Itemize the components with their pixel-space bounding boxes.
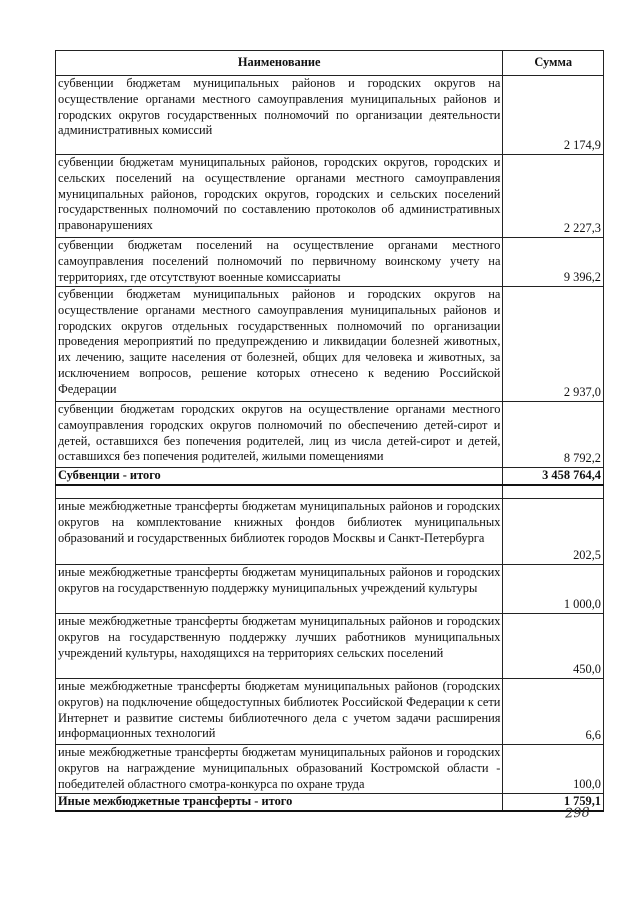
table-header-row bbox=[56, 51, 604, 76]
header-name: Наименование bbox=[56, 51, 503, 76]
table-row bbox=[56, 76, 604, 155]
header-sum: Сумма bbox=[503, 51, 604, 76]
table-row bbox=[56, 745, 604, 794]
row-name: иные межбюджетные трансферты бюджетам муниципальных районов (городских округов) на подключение общедоступных библиотек Российской Федерации к сети Интернет и развитие системы библиотечного дела с учетом задачи расширения информационных технологий bbox=[56, 679, 503, 745]
row-sum: 6,6 bbox=[503, 679, 604, 745]
table-row bbox=[56, 402, 604, 468]
table-row bbox=[56, 614, 604, 679]
row-name: субвенции бюджетам муниципальных районов и городских округов на осуществление органами местного самоуправления муниципальных районов и городских округов государственных полномочий по организации деятельности административных комиссий bbox=[56, 76, 503, 155]
row-sum: 450,0 bbox=[503, 614, 604, 679]
subventions-total-row bbox=[56, 468, 604, 486]
row-name: субвенции бюджетам муниципальных районов, городских округов, городских и сельских поселений на осуществление органами местного самоуправления муниципальных районов, городских округов, городских и сельских поселений государственных полномочий по составлению протоколов об административных правонарушениях bbox=[56, 155, 503, 238]
subventions-total-label: Субвенции - итого bbox=[56, 468, 503, 486]
row-name: иные межбюджетные трансферты бюджетам муниципальных районов и городских округов на государственную поддержку лучших работников муниципальных учреждений культуры, находящихся на территориях сельских поселений bbox=[56, 614, 503, 679]
row-name: иные межбюджетные трансферты бюджетам муниципальных районов и городских округов на награждение муниципальных образований Костромской области - победителей областного смотра-конкурса по охране труда bbox=[56, 745, 503, 794]
row-sum: 2 937,0 bbox=[503, 287, 604, 402]
row-sum: 8 792,2 bbox=[503, 402, 604, 468]
row-name: субвенции бюджетам муниципальных районов и городских округов на осуществление органами местного самоуправления муниципальных районов и городских округов отдельных государственных полномочий по организации проведения мероприятий по предупреждению и ликвидации болезней животных, их лечению, защите населения от болезней, общих для человека и животных, за исключением вопросов, решение которых отнесено к ведению Российской Федерации bbox=[56, 287, 503, 402]
spacer-cell bbox=[56, 485, 503, 499]
transfers-total-sum: 1 759,1 bbox=[503, 794, 604, 812]
table-row bbox=[56, 155, 604, 238]
row-name: иные межбюджетные трансферты бюджетам муниципальных районов и городских округов на комплектование книжных фондов библиотек муниципальных образований и государственных библиотек городов Москвы и Санкт-Петербурга bbox=[56, 499, 503, 565]
row-sum: 100,0 bbox=[503, 745, 604, 794]
table-row bbox=[56, 565, 604, 614]
table-row bbox=[56, 679, 604, 745]
row-name: субвенции бюджетам городских округов на осуществление органами местного самоуправления городских округов полномочий по обеспечению детей-сирот и детей, оставшихся без попечения родителей, лиц из числа детей-сирот и детей, оставшихся без попечения родителей, жилыми помещениями bbox=[56, 402, 503, 468]
row-sum: 2 174,9 bbox=[503, 76, 604, 155]
transfers-total-label: Иные межбюджетные трансферты - итого bbox=[56, 794, 503, 812]
table-row bbox=[56, 287, 604, 402]
transfers-total-row bbox=[56, 794, 604, 812]
spacer-cell bbox=[503, 485, 604, 499]
spacer-row bbox=[56, 485, 604, 499]
row-name: иные межбюджетные трансферты бюджетам муниципальных районов и городских округов на государственную поддержку муниципальных учреждений культуры bbox=[56, 565, 503, 614]
row-sum: 2 227,3 bbox=[503, 155, 604, 238]
subventions-total-sum: 3 458 764,4 bbox=[503, 468, 604, 486]
row-name: субвенции бюджетам поселений на осуществление органами местного самоуправления поселений полномочий по первичному воинскому учету на территориях, где отсутствуют военные комиссариаты bbox=[56, 238, 503, 287]
budget-table bbox=[55, 50, 604, 812]
handwritten-page-number: 298 bbox=[564, 805, 591, 822]
table-row bbox=[56, 238, 604, 287]
row-sum: 202,5 bbox=[503, 499, 604, 565]
table-row bbox=[56, 499, 604, 565]
row-sum: 1 000,0 bbox=[503, 565, 604, 614]
row-sum: 9 396,2 bbox=[503, 238, 604, 287]
